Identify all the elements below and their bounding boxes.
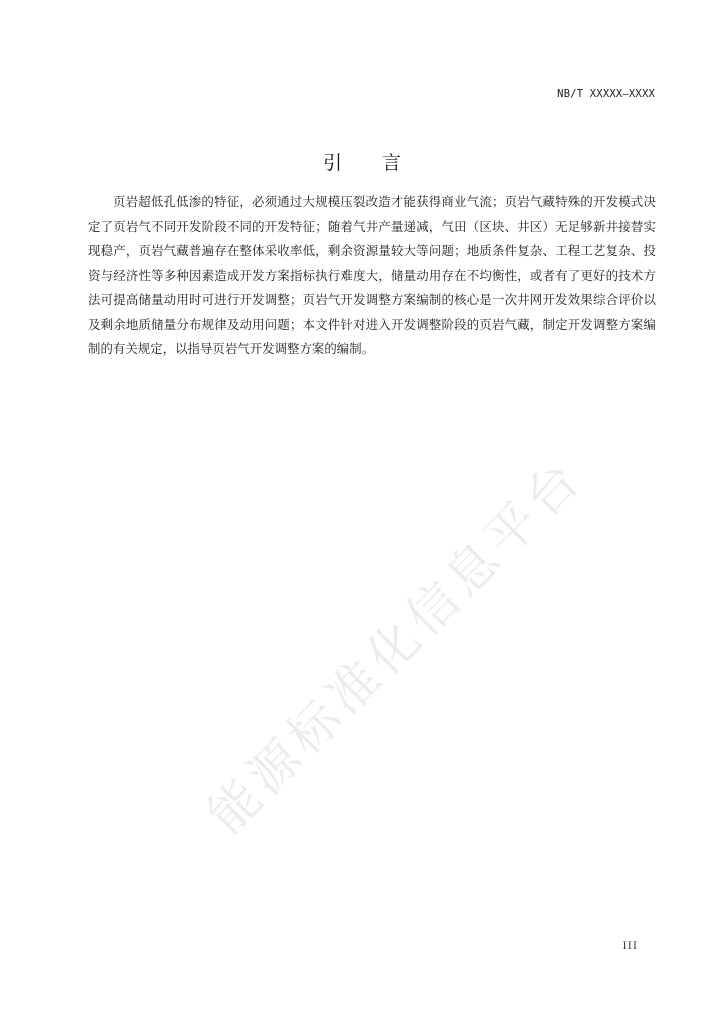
section-title: 引言 bbox=[322, 152, 441, 174]
watermark: 能源标准化信息平台 bbox=[196, 447, 595, 845]
page-number: III bbox=[622, 940, 638, 952]
standard-code: NB/T XXXXX—XXXX bbox=[557, 88, 655, 100]
introduction-paragraph: 页岩超低孔低渗的特征，必须通过大规模压裂改造才能获得商业气流；页岩气藏特殊的开发模式决定了页岩气不同开发阶段不同的开发特征；随着气井产量递减，气田（区块、井区）无足够新井接替实现稳产，页岩气藏普遍存在整体采收率低，剩余资源量较大等问题；地质条件复杂、工程工艺复杂、投资与经济性等多种因素造成开发方案指标执行难度大，储量动用存在不均衡性，或者有了更好的技术方法可提高储量动用时可进行开发调整；页岩气开发调整方案编制的核心是一次井网开发效果综合评价以及剩余地质储量分布规律及动用问题；本文件针对进入开发调整阶段的页岩气藏，制定开发调整方案编制的有关规定，以指导页岩气开发调整方案的编制。 bbox=[88, 194, 656, 356]
